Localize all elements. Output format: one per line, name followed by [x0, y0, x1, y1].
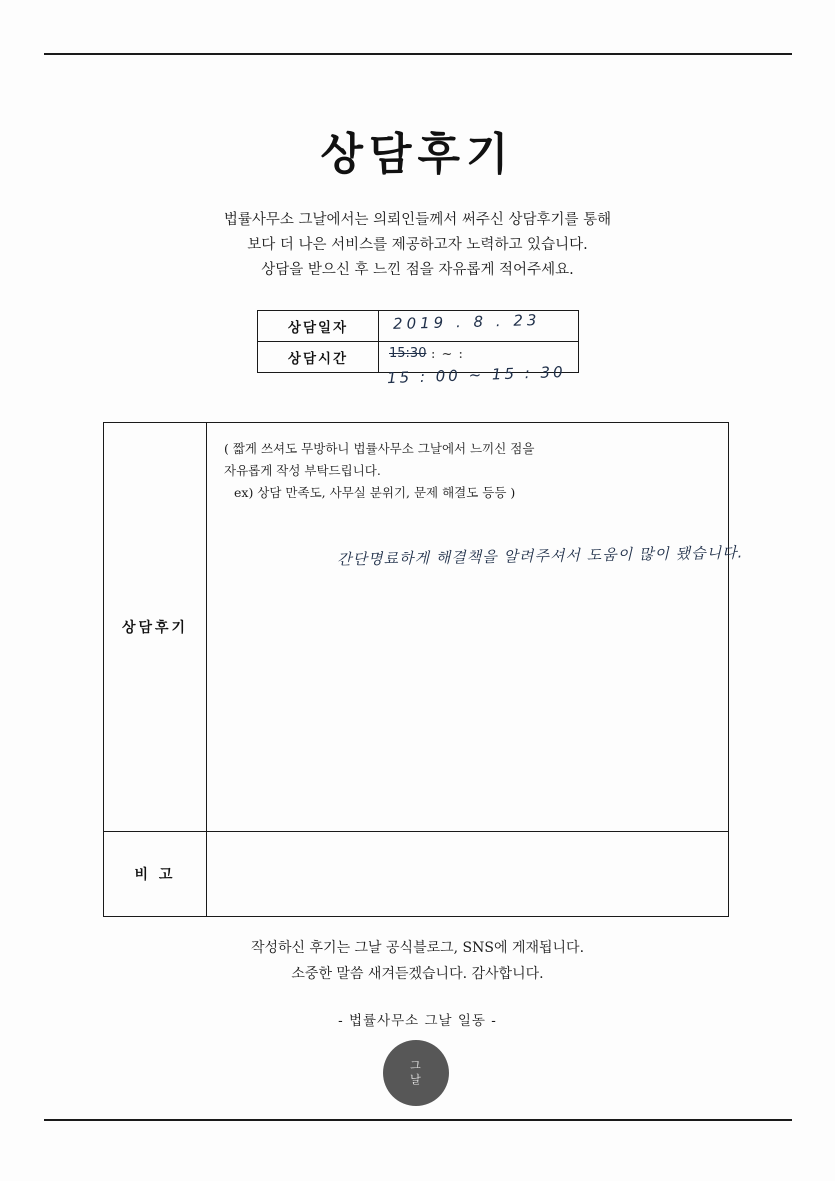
- stamp-line-2: 날: [410, 1073, 422, 1086]
- page-title: 상담후기: [320, 129, 515, 180]
- footer-line-1: 작성하신 후기는 그날 공식블로그, SNS에 게재됩니다.: [250, 940, 585, 956]
- consultation-time-struck-text: 15:30: [389, 346, 427, 361]
- review-row: [104, 423, 729, 832]
- footer-line-2: 소중한 말씀 새겨듣겠습니다. 감사합니다.: [291, 966, 544, 982]
- consultation-time-handwriting: 15 : 00 ~ 15 : 30: [386, 362, 566, 388]
- stamp-line-1: 그: [410, 1059, 422, 1072]
- review-handwriting-text: 간단명료하게 해결책을 알려주셔서 도움이 많이 됐습니다.: [336, 543, 744, 569]
- consultation-time-row: [258, 342, 579, 373]
- review-guide-line-2: 자유롭게 작성 부탁드립니다.: [224, 463, 381, 478]
- intro-line-3: 상담을 받으신 후 느낀 점을 자유롭게 적어주세요.: [261, 262, 574, 278]
- intro-line-2: 보다 더 나은 서비스를 제공하고자 노력하고 있습니다.: [247, 237, 588, 253]
- footer-signoff: - 법률사무소 그날 일동 -: [338, 1013, 497, 1029]
- review-table: [103, 422, 744, 917]
- top-divider-rule: [44, 53, 792, 55]
- consultation-time-label: 상담시간: [258, 342, 379, 373]
- note-row-label: 비 고: [104, 832, 207, 917]
- consultation-time-printed-text: : ~ :: [431, 347, 464, 362]
- consultation-meta-table: [257, 310, 579, 388]
- review-guide-text: [208, 424, 727, 504]
- note-content-cell: [207, 832, 729, 917]
- footer-text: [0, 935, 835, 987]
- note-row: [104, 832, 729, 917]
- review-content-cell: [207, 423, 744, 832]
- consultation-time-value-cell: [379, 342, 579, 388]
- intro-line-1: 법률사무소 그날에서는 의뢰인들께서 써주신 상담후기를 통해: [223, 212, 612, 228]
- review-guide-line-1: ( 짧게 쓰셔도 무방하니 법률사무소 그날에서 느끼신 점을: [224, 441, 535, 456]
- consultation-date-value-cell: [379, 311, 579, 342]
- review-guide-line-3: ex) 상담 만족도, 사무실 분위기, 문제 해결도 등등 ): [234, 485, 516, 500]
- office-seal-stamp: [383, 1040, 449, 1106]
- bottom-divider-rule: [44, 1119, 792, 1121]
- intro-text: [0, 208, 835, 283]
- review-row-label: 상담후기: [104, 423, 207, 832]
- consultation-date-handwriting: 2019 . 8 . 23: [392, 311, 541, 333]
- consultation-date-row: [258, 311, 579, 342]
- consultation-date-label: 상담일자: [258, 311, 379, 342]
